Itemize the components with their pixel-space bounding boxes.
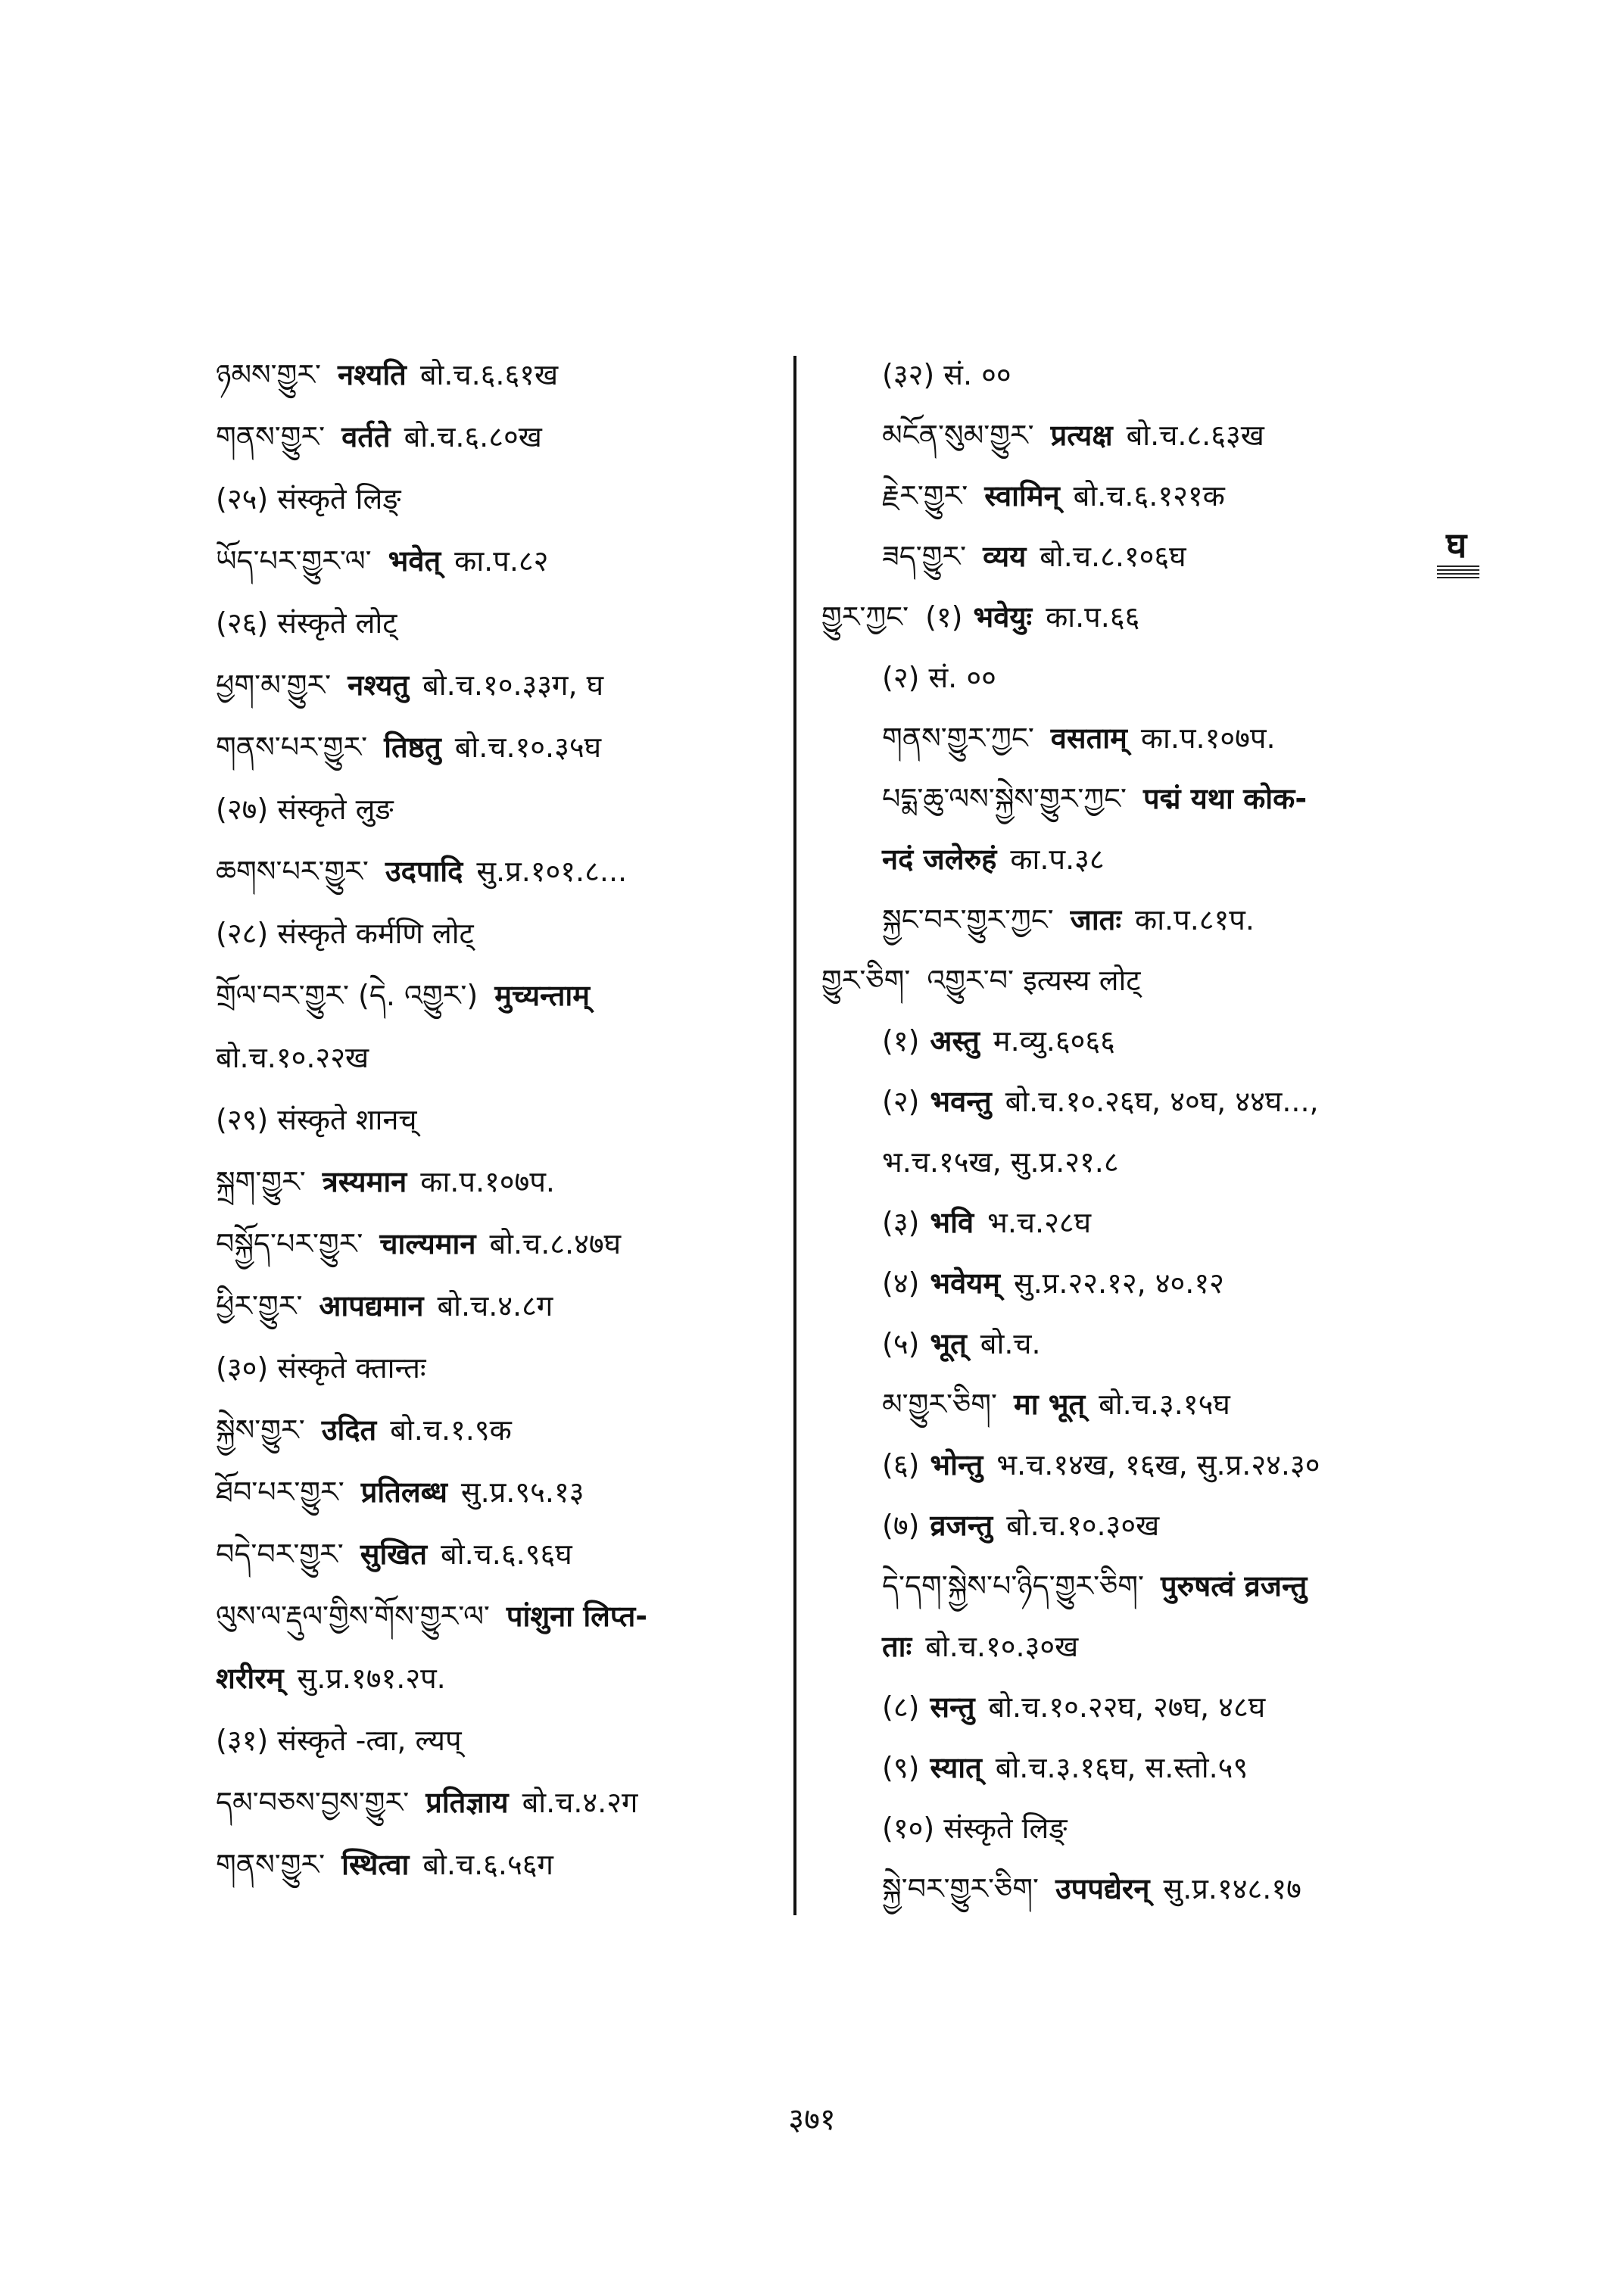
sanskrit-equivalent: उपपद्येरन्: [1055, 1872, 1150, 1905]
section-heading: (५): [882, 1327, 920, 1360]
sanskrit-equivalent: वसताम्: [1050, 721, 1127, 755]
section-heading: (१): [882, 1024, 920, 1058]
source-reference: बो.च.६.८०ख: [404, 420, 542, 453]
sanskrit-equivalent: उदपादि: [385, 855, 463, 888]
sanskrit-equivalent: प्रत्यक्ष: [1050, 419, 1113, 452]
entry-line: [882, 1749, 1248, 1787]
entry-line: [216, 1287, 553, 1325]
section-heading: (७): [882, 1509, 920, 1542]
sanskrit-equivalent: शरीरम्: [216, 1662, 284, 1695]
tibetan-headword: ཆགས་པར་གྱུར་: [216, 855, 369, 888]
section-heading: (१): [925, 600, 963, 634]
entry-line: [216, 480, 411, 518]
entry-line: [882, 840, 1105, 878]
source-reference: बो.च.३.१६घ, स.स्तो.५९: [995, 1751, 1248, 1784]
tibetan-headword: པདྨ་ཆུ་ལས་སྐྱེས་གྱུར་ཀྱང་: [882, 782, 1127, 815]
tibetan-headword: མ་གྱུར་ཅིག་: [882, 1388, 997, 1421]
source-reference: बो.च.४.२ग: [522, 1786, 638, 1819]
sanskrit-equivalent: त्रस्यमान: [322, 1165, 407, 1198]
column-divider: [793, 356, 796, 1915]
source-reference: सु.प्र.१७१.२प.: [297, 1662, 446, 1695]
entry-line: [216, 604, 407, 642]
section-heading: (३१) संस्कृते -त्वा, ल्यप्: [216, 1724, 462, 1757]
source-reference: बो.च.६.९६घ: [441, 1537, 572, 1571]
sanskrit-equivalent: व्रजन्तु: [930, 1509, 993, 1542]
entry-line: [216, 1535, 572, 1573]
source-reference: बो.च.४.८ग: [437, 1289, 553, 1323]
sanskrit-equivalent: भवेयम्: [930, 1266, 1001, 1300]
section-heading: (९): [882, 1751, 920, 1784]
sanskrit-equivalent: स्वामिन्: [984, 479, 1060, 512]
entry-text: भ.च.१५ख, सु.प्र.२१.८: [882, 1145, 1119, 1179]
entry-line: [882, 1446, 1320, 1484]
section-heading: (२६) संस्कृते लोट्: [216, 606, 397, 640]
tibetan-headword: གྱུར་ཀྱང་: [821, 600, 909, 634]
entry-line: [216, 1597, 661, 1635]
tibetan-headword: གྲོལ་བར་གྱུར་ (དེ. འགྱུར་): [216, 979, 478, 1012]
entry-line: [216, 418, 542, 456]
entry-text: बो.च.१०.२२ख: [216, 1041, 369, 1074]
entry-line: [216, 1163, 555, 1201]
sanskrit-equivalent: पद्मं यथा कोक-: [1143, 782, 1308, 815]
source-reference: बो.च.६.१२१क: [1073, 479, 1225, 512]
source-reference: सु.प्र.२२.१२, ४०.१२: [1014, 1266, 1224, 1300]
entry-line: [216, 914, 485, 952]
entry-line: [216, 1473, 584, 1511]
source-reference: बो.च.८.६३ख: [1126, 419, 1264, 452]
source-reference: बो.च.१०.३०ख: [925, 1630, 1079, 1663]
section-heading: (१०) संस्कृते लिङ्: [882, 1812, 1068, 1845]
entry-line: [882, 1143, 1119, 1181]
tibetan-headword: སྐྱང་བར་གྱུར་ཀྱང་: [882, 903, 1054, 936]
section-heading: (४): [882, 1266, 920, 1300]
entry-line: [882, 477, 1225, 515]
tibetan-headword: གྱུར་ཅིག་: [821, 964, 911, 997]
sanskrit-equivalent: मा भूत्: [1013, 1388, 1086, 1421]
entry-line: [882, 659, 1007, 696]
entry-line: [821, 961, 1140, 999]
sanskrit-equivalent: पुरुषत्वं व्रजन्तु: [1160, 1569, 1308, 1603]
thumb-tab-rule: [1437, 577, 1479, 578]
sanskrit-equivalent: ताः: [882, 1630, 912, 1663]
entry-line: [216, 1784, 637, 1821]
tibetan-headword: དམ་བཅས་བྱས་གྱུར་: [216, 1786, 410, 1819]
source-reference: भ.च.२८घ: [987, 1206, 1092, 1239]
entry-line: [216, 1411, 512, 1449]
source-reference: का.प.१०७प.: [1140, 721, 1276, 755]
section-heading: (२५) संस्कृते लिङ्: [216, 482, 401, 516]
entry-line: [882, 1325, 1041, 1363]
source-reference: सु.प्र.९५.१३: [460, 1475, 584, 1509]
section-heading: (२९) संस्कृते शानच्: [216, 1103, 417, 1136]
thumb-tab-glyph: घ: [1446, 525, 1467, 565]
tibetan-headword: བསྐྱོད་པར་གྱུར་: [216, 1227, 363, 1260]
thumb-tab-rule: [1437, 573, 1479, 575]
thumb-index-tab: [1437, 526, 1479, 579]
source-reference: बो.च.: [980, 1327, 1041, 1360]
tibetan-headword: ཐོབ་པར་གྱུར་: [216, 1475, 344, 1509]
tibetan-headword: གནས་གྱུར་ཀྱང་: [882, 721, 1034, 755]
entry-line: [216, 1846, 553, 1883]
tibetan-headword: གནས་གྱུར་: [216, 1848, 326, 1881]
tibetan-headword: ཕྱག་མ་གྱུར་: [216, 668, 332, 702]
entry-line: [216, 666, 603, 704]
sanskrit-equivalent: प्रतिज्ञाय: [425, 1786, 509, 1819]
entry-line: [882, 780, 1320, 818]
tibetan-headword: ཕྱིར་གྱུར་: [216, 1289, 303, 1323]
sanskrit-equivalent: भोन्तु: [930, 1448, 983, 1481]
entry-line: [821, 598, 1139, 636]
source-reference: बो.च.१०.३५घ: [454, 731, 602, 764]
tibetan-headword: བདེ་བར་གྱུར་: [216, 1537, 344, 1571]
entry-line: [216, 852, 627, 890]
entry-line: [882, 1567, 1320, 1605]
sanskrit-equivalent: भवन्तु: [930, 1085, 992, 1118]
entry-line: [216, 356, 558, 394]
sanskrit-equivalent: उदित: [321, 1413, 377, 1447]
entry-line: [882, 1809, 1077, 1847]
source-reference: बो.च.३.१५घ: [1099, 1388, 1230, 1421]
entry-line: [882, 1022, 1115, 1060]
entry-line: [882, 1870, 1301, 1908]
source-reference: सु.प्र.१०१.८...: [476, 855, 628, 888]
sanskrit-equivalent: जातः: [1070, 903, 1122, 936]
tibetan-headword: གནས་པར་གྱུར་: [216, 731, 368, 764]
sanskrit-equivalent: स्यात्: [930, 1751, 982, 1784]
tibetan-headword: སྐྲག་གྱུར་: [216, 1165, 306, 1198]
tibetan-headword: གནས་གྱུར་: [216, 420, 326, 453]
entry-line: [882, 356, 1022, 394]
source-reference: का.प.६६: [1046, 600, 1140, 634]
thumb-tab-rule: [1437, 565, 1479, 567]
sanskrit-equivalent: भवि: [930, 1206, 974, 1239]
sanskrit-equivalent: स्थित्वा: [341, 1848, 410, 1881]
sanskrit-equivalent: नश्यतु: [348, 668, 410, 702]
source-reference: सु.प्र.१४८.१७: [1163, 1872, 1301, 1905]
sanskrit-equivalent: व्यय: [983, 540, 1027, 573]
sanskrit-equivalent: प्रतिलब्ध: [360, 1475, 447, 1509]
source-reference: भ.च.१४ख, १६ख, सु.प्र.२४.३०: [996, 1448, 1320, 1481]
sanskrit-equivalent: वर्तते: [341, 420, 391, 453]
section-heading: (२): [882, 1085, 920, 1118]
sanskrit-equivalent: अस्तु: [930, 1024, 980, 1058]
entry-line: [216, 1349, 437, 1387]
sanskrit-equivalent: चाल्यमान: [379, 1227, 476, 1260]
source-reference: बो.च.१०.२२घ, २७घ, ४८घ: [988, 1690, 1266, 1724]
entry-line: [882, 1204, 1091, 1242]
tibetan-headword: ཡོད་པར་གྱུར་ལ་: [216, 544, 372, 578]
tibetan-headword: སྐྱེ་བར་གྱུར་ཅིག་: [882, 1872, 1039, 1905]
thumb-tab-rule: [1437, 569, 1479, 571]
tibetan-headword: དེ་དག་སྐྱེས་པ་ཉིད་གྱུར་ཅིག་: [882, 1569, 1144, 1603]
entry-line: [882, 537, 1186, 575]
section-heading: (३०) संस्कृते क्तान्तः: [216, 1351, 426, 1385]
source-reference: का.प.३८: [1010, 843, 1105, 876]
section-heading: (३): [882, 1206, 920, 1239]
source-reference: का.प.८२: [454, 544, 549, 578]
source-reference: म.व्यु.६०६६: [993, 1024, 1115, 1058]
tibetan-headword: ལུས་ལ་རྡུལ་གྱིས་གོས་གྱུར་ལ་: [216, 1600, 490, 1633]
entry-line: [216, 728, 601, 766]
page-number: ३७१: [788, 2102, 836, 2137]
section-heading: (६): [882, 1448, 920, 1481]
source-reference: बो.च.६.६१ख: [419, 358, 559, 391]
sanskrit-equivalent: नदं जलेरुहं: [882, 843, 997, 876]
sanskrit-equivalent: पांशुना लिप्त-: [506, 1600, 648, 1633]
source-reference: का.प.८१प.: [1135, 903, 1255, 936]
source-reference: बो.च.१०.२६घ, ४०घ, ४४घ...,: [1005, 1085, 1319, 1118]
source-reference: बो.च.६.५६ग: [422, 1848, 553, 1881]
tibetan-headword: སྐྱེས་གྱུར་: [216, 1413, 305, 1447]
sanskrit-equivalent: मुच्यन्ताम्: [494, 979, 590, 1012]
entry-line: [216, 1659, 446, 1697]
sanskrit-equivalent: आपद्यमान: [319, 1289, 424, 1323]
entry-line: [882, 1688, 1265, 1726]
entry-line: [216, 1721, 472, 1759]
entry-line: [882, 901, 1255, 939]
source-reference: बो.च.१०.३३ग, घ: [422, 668, 604, 702]
entry-line: [882, 1083, 1319, 1120]
sanskrit-equivalent: भूत्: [930, 1327, 967, 1360]
section-heading: (२) सं. ००: [882, 661, 996, 694]
entry-line: [882, 1628, 1078, 1665]
tibetan-headword: ཉམས་གྱུར་: [216, 358, 322, 391]
entry-line: [216, 977, 603, 1014]
entry-line: [882, 416, 1264, 454]
source-reference: बो.च.१०.३०ख: [1006, 1509, 1160, 1542]
section-heading: (८): [882, 1690, 920, 1724]
section-heading: (२८) संस्कृते कर्मणि लोट्: [216, 917, 474, 950]
entry-line: [216, 542, 548, 580]
entry-line: [882, 1264, 1224, 1302]
source-reference: बो.च.८.४७घ: [489, 1227, 622, 1260]
source-reference: बो.च.८.१०६घ: [1040, 540, 1186, 573]
entry-line: [216, 1039, 369, 1076]
sanskrit-equivalent: भवेत्: [388, 544, 441, 578]
tibetan-headword: ཟད་གྱུར་: [882, 540, 967, 573]
entry-line: [216, 1225, 621, 1263]
entry-line: [882, 1385, 1230, 1423]
entry-line: [882, 1506, 1159, 1544]
source-reference: का.प.१०७प.: [420, 1165, 555, 1198]
sanskrit-equivalent: भवेयुः: [973, 600, 1033, 634]
tibetan-headword: མངོན་སུམ་གྱུར་: [882, 419, 1034, 452]
section-heading: (३२) सं. ००: [882, 358, 1011, 391]
entry-gloss: འགྱུར་བ་ इत्यस्य लोट्: [927, 964, 1141, 997]
entry-line: [216, 1101, 428, 1139]
entry-line: [216, 790, 404, 828]
tibetan-headword: རྗེར་གྱུར་: [882, 479, 968, 512]
source-reference: बो.च.१.९क: [390, 1413, 512, 1447]
section-heading: (२७) संस्कृते लुङ: [216, 793, 394, 826]
sanskrit-equivalent: सुखित: [360, 1537, 428, 1571]
entry-line: [882, 719, 1276, 757]
sanskrit-equivalent: नश्यति: [338, 358, 407, 391]
sanskrit-equivalent: तिष्ठतु: [384, 731, 441, 764]
sanskrit-equivalent: सन्तु: [930, 1690, 975, 1724]
